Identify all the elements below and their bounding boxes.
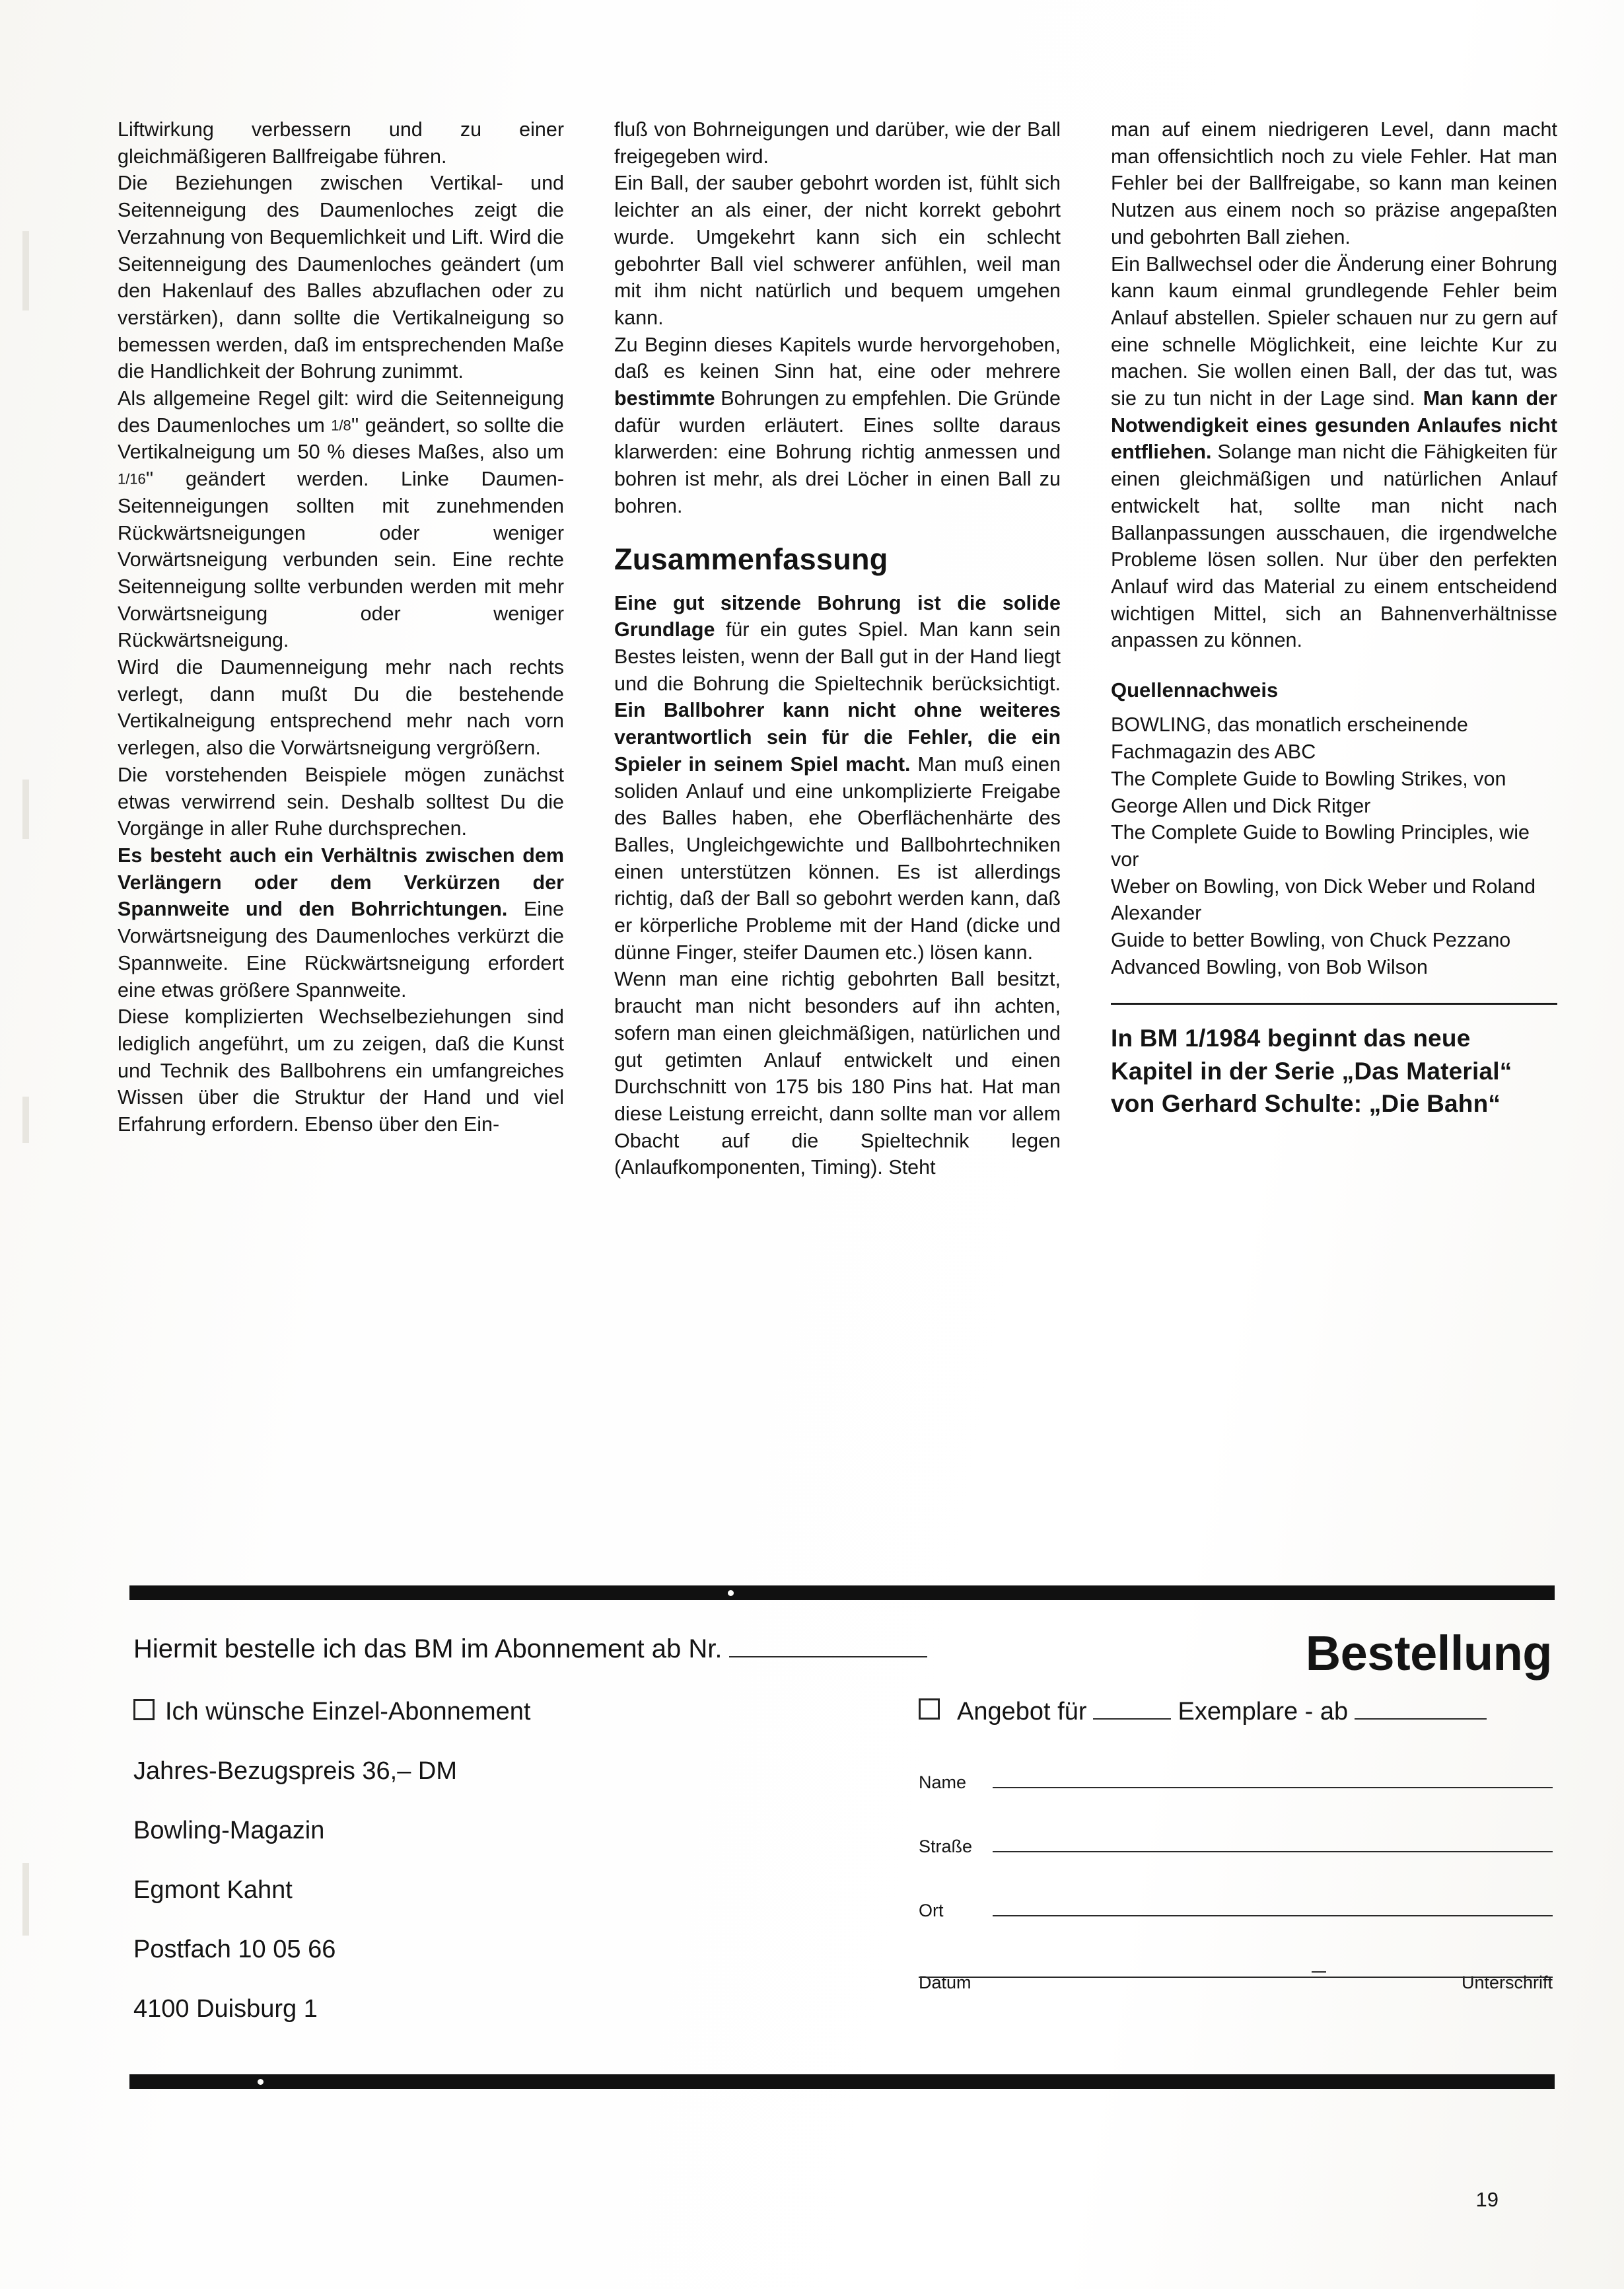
source-item: Weber on Bowling, von Dick Weber und Roland Alexander: [1111, 875, 1536, 925]
order-form: [129, 1585, 1555, 2089]
offer-line: [919, 1698, 1553, 1726]
scan-artifact: [22, 1863, 29, 1936]
single-subscription-option[interactable]: [133, 1699, 800, 1724]
paragraph: Die vorstehenden Beispiele mögen zunächst etwas verwirrend sein. Deshalb solltest Du die Vorgänge in aller Ruhe durchsprechen.: [118, 763, 564, 840]
order-line-label: Hiermit bestelle ich das BM im Abonnement ab Nr.: [133, 1634, 723, 1663]
form-body: [129, 1600, 1555, 2074]
source-item: BOWLING, das monatlich erscheinende Fachmagazin des ABC: [1111, 713, 1468, 764]
paragraph: man auf einem niedrigeren Level, dann macht man offensichtlich noch zu viele Fehler. Hat man Fehler bei der Ballfreigabe, so kann man keinen Nutzen aus einem noch so präzise angepaßten und gebohrten Ball ziehen.: [1111, 118, 1557, 248]
signature-line[interactable]: [919, 1959, 1553, 1978]
sources-heading: Quellennachweis: [1111, 678, 1279, 702]
form-left-block: [133, 1699, 800, 2056]
field-label: Ort: [919, 1901, 944, 1920]
field-street: [919, 1831, 1553, 1857]
source-item: The Complete Guide to Bowling Principles, wie vor: [1111, 821, 1530, 871]
form-title: Bestellung: [1305, 1626, 1552, 1681]
date-label: Datum: [919, 1973, 971, 1992]
field-label: Straße: [919, 1836, 973, 1856]
source-item: The Complete Guide to Bowling Strikes, von George Allen und Dick Ritger: [1111, 767, 1506, 817]
sources-list: [1111, 711, 1557, 980]
article-columns: [118, 116, 1557, 1181]
promo-teaser: In BM 1/1984 beginnt das neue Kapitel in der Serie „Das Material“ von Gerhard Schulte: „Die Bahn“: [1111, 1025, 1512, 1117]
paragraph: Diese komplizierten Wechselbeziehungen sind lediglich angeführt, um zu zeigen, daß die Kunst und Technik des Ballbohrens ein umfangreiches Wissen über die Struktur der Hand und viel Erfahrung erfordern. Ebenso über den Ein-: [118, 1005, 564, 1136]
offer-quantity-input[interactable]: [1093, 1718, 1171, 1720]
paragraph-emphasis: Es besteht auch ein Verhältnis zwischen dem Verlängern oder dem Verkürzen der Spannweite und den Bohrrichtungen. Eine Vorwärtsneigung des Daumenloches verkürzt die Spannweite. Eine Rückwärtsneigung erfordert eine etwas größere Spannweite.: [118, 844, 564, 1001]
checkbox-icon[interactable]: [919, 1698, 940, 1720]
checkbox-icon[interactable]: [133, 1699, 155, 1720]
form-top-bar: [129, 1585, 1555, 1600]
divider: [1111, 1003, 1557, 1005]
price-line: Jahres-Bezugspreis 36,– DM: [133, 1757, 457, 1785]
field-city: [919, 1895, 1553, 1921]
scan-artifact: [22, 1097, 29, 1143]
section-heading: Zusammenfassung: [614, 542, 888, 576]
paragraph: Als allgemeine Regel gilt: wird die Seitenneigung des Daumenloches um 1/8'' geändert, so sollte die Vertikalneigung um 50 % dieses Maßes, also um 1/16'' geändert werden. Linke Daumen-Seitenneigungen sollten mit zunehmenden Rückwärtsneigungen oder weniger Vorwärtsneigung verbunden sein. Eine rechte Seitenneigung sollte verbunden werden mit mehr Vorwärtsneigung oder weniger Rückwärtsneigung.: [118, 387, 564, 652]
order-number-input[interactable]: [729, 1656, 927, 1657]
paragraph: Die Beziehungen zwischen Vertikal- und Seitenneigung des Daumenloches zeigt die Verzahnung von Bequemlichkeit und Lift. Wird die Seitenneigung des Daumenloches geändert (um den Hakenlauf des Balles abzuflachen oder zu verstärken), dann sollte die Vertikalneigung so bemessen werden, daß im entsprechenden Maße die Handlichkeit der Bohrung zunimmt.: [118, 172, 564, 383]
field-label: Name: [919, 1772, 967, 1792]
signature-label: Unterschrift: [1461, 1973, 1553, 1992]
paragraph: Zu Beginn dieses Kapitels wurde hervorgehoben, daß es keinen Sinn hat, eine oder mehrere bestimmte Bohrungen zu empfehlen. Die Gründe dafür wurden erläutert. Eines sollte daraus klarwerden: eine Bohrung richtig anmessen und bohren ist mehr, als drei Löcher in einen Ball zu bohren.: [614, 333, 1061, 517]
address-line: Postfach 10 05 66: [133, 1936, 336, 1963]
paragraph: fluß von Bohrneigungen und darüber, wie der Ball freigegeben wird.: [614, 118, 1061, 168]
address-line: 4100 Duisburg 1: [133, 1995, 318, 2023]
city-input[interactable]: [993, 1895, 1553, 1916]
source-item: Guide to better Bowling, von Chuck Pezzano: [1111, 929, 1511, 952]
single-subscription-label: Ich wünsche Einzel-Abonnement: [165, 1698, 531, 1726]
source-item: Advanced Bowling, von Bob Wilson: [1111, 955, 1428, 978]
paragraph: Wird die Daumenneigung mehr nach rechts verlegt, dann mußt Du die bestehende Vertikalneigung entsprechend mehr nach vorn verlegen, also die Vorwärtsneigung vergrößern.: [118, 656, 564, 760]
offer-start-input[interactable]: [1355, 1718, 1487, 1720]
scan-artifact: [22, 231, 29, 310]
name-input[interactable]: [993, 1767, 1553, 1788]
paragraph: Ein Ballwechsel oder die Änderung einer Bohrung kann kaum einmal grundlegende Fehler beim Anlauf abstellen. Spieler schauen nur zu gern auf eine schnelle Möglichkeit, eine leichte Kur zu machen. Sie wollen einen Ball, der das tut, was sie zu tun nicht in der Lage sind. Man kann der Notwendigkeit eines gesunden Anlaufes nicht entfliehen. Solange man nicht die Fähigkeiten für einen gleichmäßigen und natürlichen Anlauf entwickelt hat, sollte man nicht nach Ballanpassungen ausschauen, die irgendwelche Probleme lösen sollen. Nur über den perfekten Anlauf wird das Material zu einem entscheidend wichtigen Mittel, sich an Bahnenverhältnisse anpassen zu können.: [1111, 252, 1557, 652]
paragraph: Liftwirkung verbessern und zu einer gleichmäßigeren Ballfreigabe führen.: [118, 118, 564, 168]
form-right-block: [919, 1698, 1553, 1993]
paragraph: Ein Ball, der sauber gebohrt worden ist, fühlt sich leichter an als einer, der nicht korrekt gebohrt wurde. Umgekehrt kann sich ein schlecht gebohrter Ball viel schwerer anfühlen, weil man mit ihm nicht natürlich und bequem umgehen kann.: [614, 172, 1061, 329]
paragraph: Wenn man eine richtig gebohrten Ball besitzt, braucht man nicht besonders auf ihn achten, sofern man einen gleichmäßigen, natürlichen und gut getimten Anlauf entwickelt und einen Durchschnitt von 175 bis 180 Pins hat. Hat man diese Leistung erreicht, dann sollte man vor allem Obacht auf die Spieltechnik legen (Anlaufkomponenten, Timing). Steht: [614, 968, 1061, 1179]
form-bottom-bar: [129, 2074, 1555, 2089]
publisher-address: [133, 1818, 800, 2021]
offer-mid-label: Exemplare - ab: [1178, 1698, 1349, 1726]
page-number: 19: [1475, 2188, 1499, 2211]
address-line: Egmont Kahnt: [133, 1876, 293, 1904]
article-column-1: [118, 116, 564, 1181]
offer-label: Angebot für: [957, 1698, 1087, 1726]
field-name: [919, 1767, 1553, 1793]
address-line: Bowling-Magazin: [133, 1817, 325, 1844]
scan-artifact: [22, 780, 29, 839]
street-input[interactable]: [993, 1831, 1553, 1852]
paragraph: Eine gut sitzende Bohrung ist die solide Grundlage für ein gutes Spiel. Man kann sein Bestes leisten, wenn der Ball gut in der Hand liegt und die Bohrung die Spieltechnik berücksichtigt. Ein Ballbohrer kann nicht ohne weiteres verantwortlich sein für die Fehler, die ein Spieler in seinem Spiel macht. Man muß einen soliden Anlauf und eine unkomplizierte Freigabe des Balles haben, ehe Oberflächenhärte des Balles, Ungleichgewichte und Ballbohrtechniken einen unterstützen können. Es ist allerdings richtig, daß der Ball so gebohrt werden kann, daß er körperliche Probleme mit der Hand (dicke und dünne Finger, steifer Daumen etc.) lösen kann.: [614, 591, 1061, 964]
article-column-3: [1111, 116, 1557, 1181]
article-column-2: [614, 116, 1061, 1181]
